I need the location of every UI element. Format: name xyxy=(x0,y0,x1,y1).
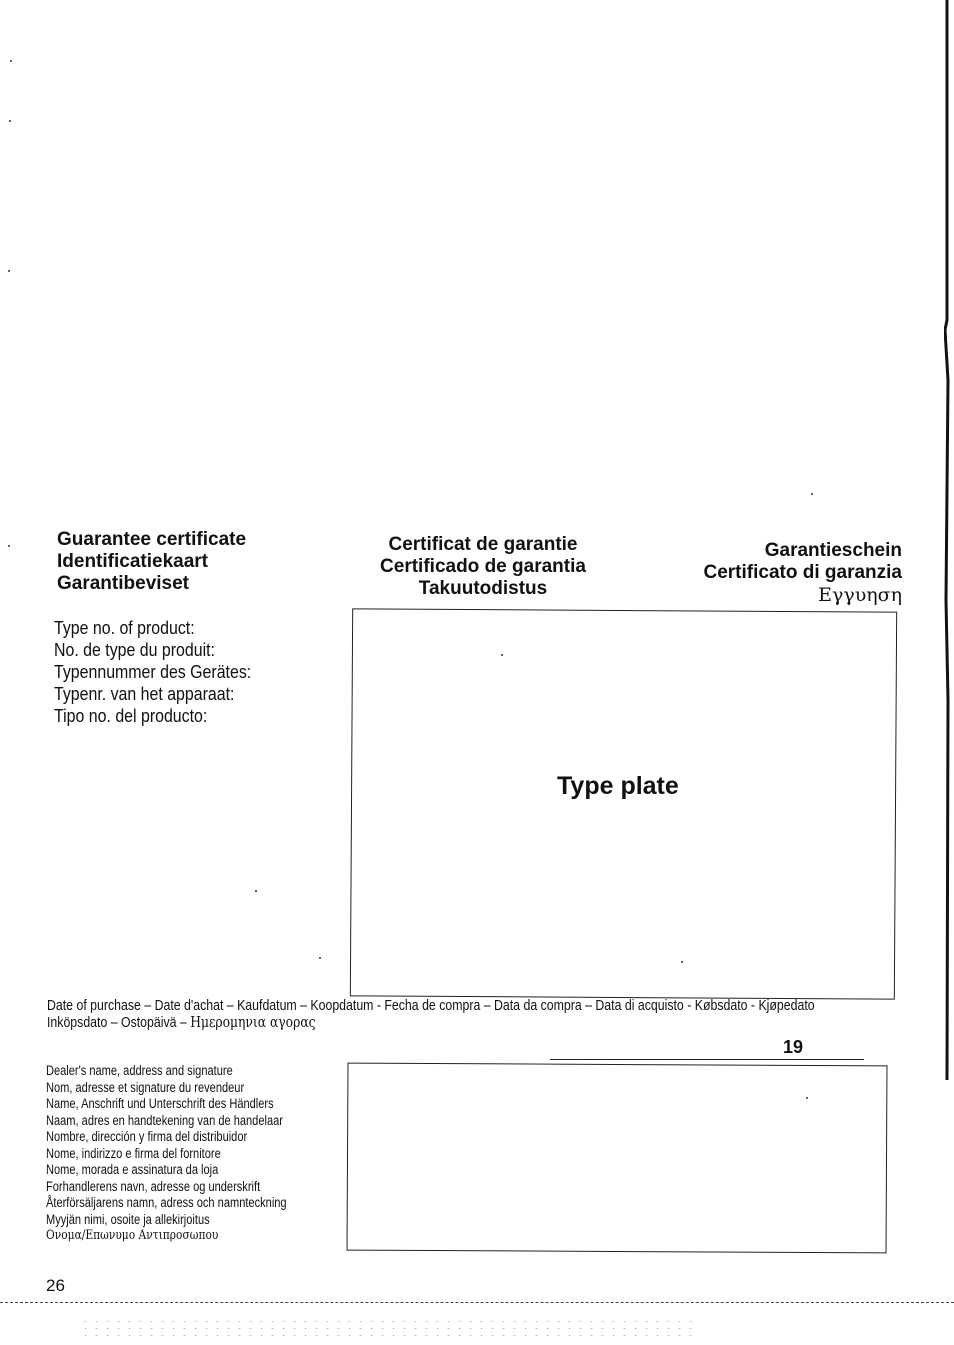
type-label-fr: No. de type du produit: xyxy=(54,639,215,660)
date-of-purchase-line-1: Date of purchase – Date d'achat – Kaufdatum – Koopdatum - Fecha de compra – Data da compra – Data di acquisto - Købsdato - Kjøpedato xyxy=(47,998,815,1014)
dealer-labels xyxy=(46,1063,287,1245)
dealer-label-it: Nome, indirizzo e firma del fornitore xyxy=(46,1145,221,1161)
type-label-es: Tipo no. del producto: xyxy=(54,705,208,726)
type-plate-label: Type plate xyxy=(557,772,679,800)
scan-speck xyxy=(9,120,11,122)
purchase-date-line xyxy=(550,1059,864,1060)
dealer-label-es: Nombre, dirección y firma del distribuidor xyxy=(46,1129,248,1144)
dealer-signature-box xyxy=(347,1063,888,1254)
scan-speck xyxy=(8,270,10,272)
date-of-purchase-greek: Ημερομηνια αγορας xyxy=(190,1015,316,1031)
type-label-en: Type no. of product: xyxy=(54,617,195,638)
purchase-year-prefix: 19 xyxy=(783,1037,804,1057)
type-plate-box xyxy=(350,608,897,999)
scan-speck xyxy=(255,890,257,892)
heading-certificat-de-garantie: Certificat de garantie xyxy=(388,534,578,555)
dealer-label-nl: Naam, adres en handtekening van de handelaar xyxy=(46,1112,283,1128)
scan-speck xyxy=(811,493,813,495)
heading-garantibeviset: Garantibeviset xyxy=(57,573,189,594)
scan-speck xyxy=(10,60,12,62)
page-bottom-rule xyxy=(0,1302,954,1303)
heading-right xyxy=(704,540,903,606)
type-label-de: Typennummer des Gerätes: xyxy=(54,661,252,682)
scan-edge-shadow xyxy=(944,0,950,1080)
scan-speck xyxy=(8,545,10,547)
dealer-label-da: Forhandlerens navn, adresse og underskrift xyxy=(46,1178,261,1194)
heading-takuutodistus: Takuutodistus xyxy=(418,578,548,599)
heading-garantieschein: Garantieschein xyxy=(764,540,902,561)
dealer-label-el: Ονομα/Επωνυμο Αντιπροσωπου xyxy=(46,1228,219,1243)
heading-middle xyxy=(368,534,598,600)
scan-noise xyxy=(80,1318,700,1342)
date-of-purchase-line-2-text: Inköpsdato – Ostopäivä – xyxy=(47,1015,191,1031)
scan-speck xyxy=(319,957,321,959)
heading-greek: Εγγυηση xyxy=(818,584,902,606)
dealer-label-sv: Återförsäljarens namn, adress och namnteckning xyxy=(46,1195,287,1210)
date-of-purchase-line-2 xyxy=(47,1015,815,1032)
dealer-label-de: Name, Anschrift und Unterschrift des Händlers xyxy=(46,1096,274,1111)
dealer-label-fi: Myyjän nimi, osoite ja allekirjoitus xyxy=(46,1211,210,1227)
heading-left xyxy=(57,529,246,595)
heading-guarantee-certificate: Guarantee certificate xyxy=(57,529,247,550)
page-number: 26 xyxy=(46,1276,65,1295)
type-number-labels xyxy=(54,617,251,727)
heading-certificado-de-garantia: Certificado de garantia xyxy=(380,556,586,577)
heading-certificato-di-garanzia: Certificato di garanzia xyxy=(703,562,902,583)
heading-identificatiekaart: Identificatiekaart xyxy=(57,551,208,572)
dealer-label-en: Dealer's name, address and signature xyxy=(46,1063,233,1078)
dealer-label-pt: Nome, morada e assinatura da loja xyxy=(46,1162,219,1177)
date-of-purchase-label xyxy=(47,998,815,1032)
type-label-nl: Typenr. van het apparaat: xyxy=(54,683,235,704)
dealer-label-fr: Nom, adresse et signature du revendeur xyxy=(46,1079,245,1095)
